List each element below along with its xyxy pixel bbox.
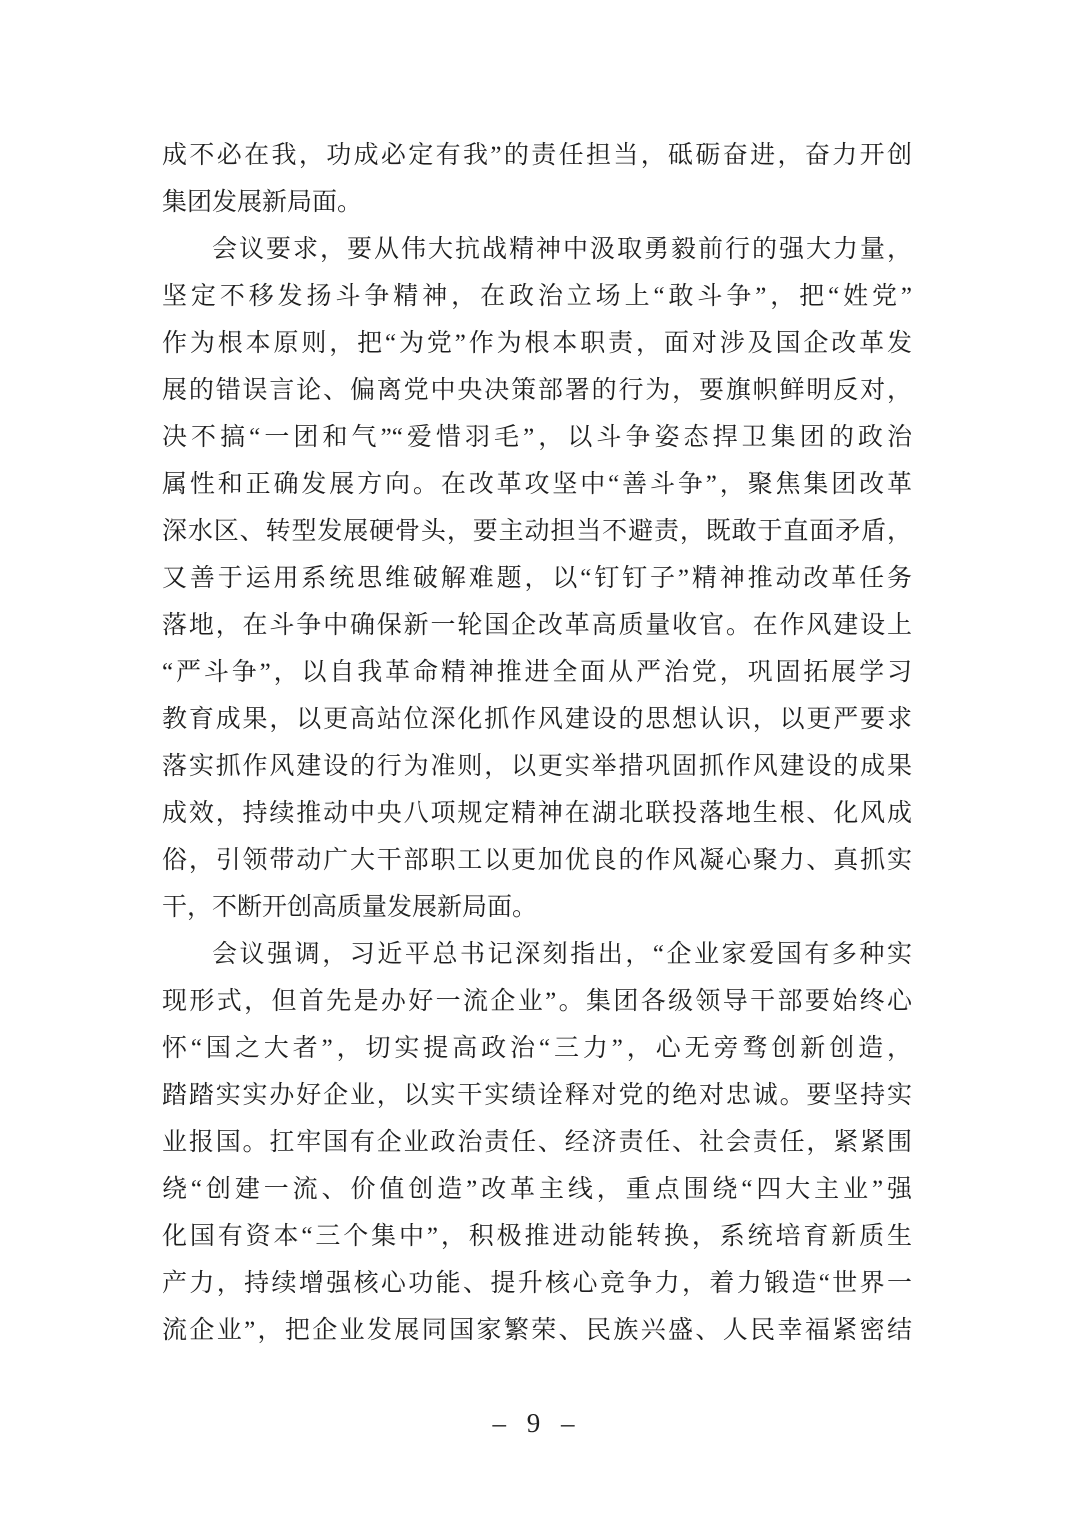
text-line: 深水区、转型发展硬骨头，要主动担当不避责，既敢于直面矛盾，	[162, 518, 912, 545]
text-line: 展的错误言论、偏离党中央决策部署的行为，要旗帜鲜明反对，	[162, 377, 912, 404]
text-line: 作为根本原则，把“为党”作为根本职责，面对涉及国企改革发	[162, 330, 912, 357]
text-line: 成不必在我，功成必定有我”的责任担当，砥砺奋进，奋力开创	[162, 142, 912, 169]
text-line: 俗，引领带动广大干部职工以更加优良的作风凝心聚力、真抓实	[162, 847, 912, 874]
text-line: 属性和正确发展方向。在改革攻坚中“善斗争”，聚焦集团改革	[162, 471, 912, 498]
text-line: 流企业”，把企业发展同国家繁荣、民族兴盛、人民幸福紧密结	[162, 1317, 912, 1344]
text-line: 会议要求，要从伟大抗战精神中汲取勇毅前行的强大力量，	[212, 236, 912, 263]
text-line: 决不搞“一团和气”“爱惜羽毛”，以斗争姿态捍卫集团的政治	[162, 424, 912, 451]
document-body	[162, 132, 912, 1354]
text-line: 教育成果，以更高站位深化抓作风建设的思想认识，以更严要求	[162, 706, 912, 733]
text-line: 化国有资本“三个集中”，积极推进动能转换，系统培育新质生	[162, 1223, 912, 1250]
text-line: 干，不断开创高质量发展新局面。	[162, 894, 538, 921]
text-line: “严斗争”，以自我革命精神推进全面从严治党，巩固拓展学习	[162, 659, 912, 686]
page-number: – 9 –	[492, 1408, 582, 1438]
text-line: 绕“创建一流、价值创造”改革主线，重点围绕“四大主业”强	[162, 1176, 912, 1203]
text-line: 现形式，但首先是办好一流企业”。集团各级领导干部要始终心	[162, 988, 912, 1015]
text-line: 踏踏实实办好企业，以实干实绩诠释对党的绝对忠诚。要坚持实	[162, 1082, 912, 1109]
text-line: 会议强调，习近平总书记深刻指出，“企业家爱国有多种实	[212, 941, 912, 968]
text-line: 又善于运用系统思维破解难题，以“钉钉子”精神推动改革任务	[162, 565, 912, 592]
text-line: 怀“国之大者”，切实提高政治“三力”，心无旁骛创新创造，	[162, 1035, 912, 1062]
text-line: 产力，持续增强核心功能、提升核心竞争力，着力锻造“世界一	[162, 1270, 912, 1297]
text-line: 落地，在斗争中确保新一轮国企改革高质量收官。在作风建设上	[162, 612, 912, 639]
text-line: 落实抓作风建设的行为准则，以更实举措巩固抓作风建设的成果	[162, 753, 912, 780]
text-line: 集团发展新局面。	[162, 189, 363, 216]
text-line: 业报国。扛牢国有企业政治责任、经济责任、社会责任，紧紧围	[162, 1129, 912, 1156]
text-line: 成效，持续推动中央八项规定精神在湖北联投落地生根、化风成	[162, 800, 912, 827]
text-line: 坚定不移发扬斗争精神，在政治立场上“敢斗争”，把“姓党”	[162, 283, 912, 310]
